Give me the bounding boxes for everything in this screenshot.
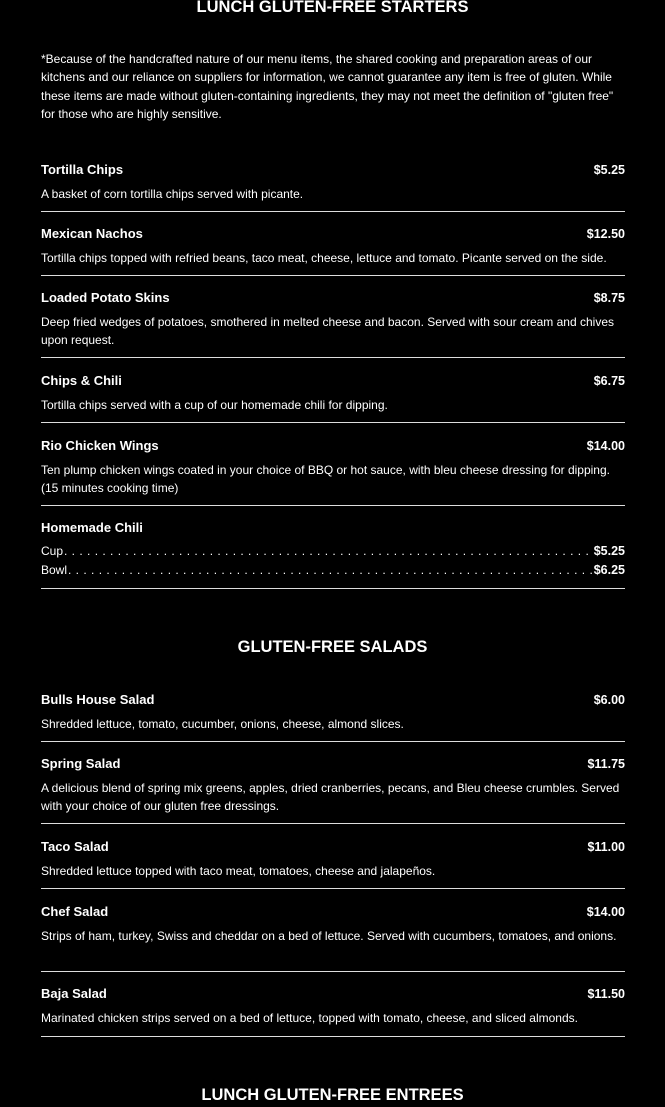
divider [41,588,625,589]
divider [41,422,625,423]
item-description: Tortilla chips topped with refried beans, taco meat, cheese, lettuce and tomato. Picante served on the side. [41,251,607,265]
menu-item-mexican-nachos [41,225,625,267]
item-price: $5.25 [593,163,625,177]
starters-section-title: LUNCH GLUTEN-FREE STARTERS [196,0,469,16]
item-price: $6.00 [593,693,625,707]
dot-leader [64,542,593,561]
item-price: $14.00 [586,905,625,919]
item-description: Ten plump chicken wings coated in your choice of BBQ or hot sauce, with bleu cheese dressing for dipping. (15 minutes cooking time) [41,463,610,496]
divider [41,211,625,212]
dot-leader [68,561,593,580]
menu-item-chef-salad [41,903,625,945]
chili-option-bowl [41,561,625,580]
menu-item-bulls-house-salad [41,691,625,733]
option-price: $5.25 [593,544,625,558]
item-price: $11.00 [587,840,625,854]
option-label: Cup [41,544,64,558]
item-name: Tortilla Chips [41,162,124,177]
menu-item-taco-salad [41,838,625,880]
menu-item-homemade-chili [41,519,625,580]
item-description: Strips of ham, turkey, Swiss and cheddar on a bed of lettuce. Served with cucumbers, tomatoes, and onions. [41,929,617,943]
item-name: Mexican Nachos [41,226,143,241]
option-label: Bowl [41,563,68,577]
item-description: Deep fried wedges of potatoes, smothered in melted cheese and bacon. Served with sour cream and chives upon request. [41,315,614,348]
item-name: Loaded Potato Skins [41,290,170,305]
divider [41,888,625,889]
item-name: Spring Salad [41,756,121,771]
divider [41,357,625,358]
item-price: $11.75 [587,757,625,771]
item-price: $14.00 [586,439,625,453]
item-name: Taco Salad [41,839,109,854]
item-name: Homemade Chili [41,520,143,535]
item-description: Marinated chicken strips served on a bed of lettuce, topped with tomato, cheese, and sliced almonds. [41,1011,578,1025]
item-name: Rio Chicken Wings [41,438,159,453]
item-name: Chef Salad [41,904,109,919]
menu-item-baja-salad [41,985,625,1027]
item-name: Bulls House Salad [41,692,155,707]
menu-item-rio-chicken-wings [41,437,625,498]
item-price: $12.50 [586,227,625,241]
divider [41,1036,625,1037]
menu-item-tortilla-chips [41,161,625,203]
item-price: $8.75 [593,291,625,305]
divider [41,275,625,276]
item-description: A delicious blend of spring mix greens, apples, dried cranberries, pecans, and Bleu cheese crumbles. Served with your choice of our gluten free dressings. [41,781,620,814]
divider [41,823,625,824]
item-price: $6.75 [593,374,625,388]
chili-option-cup [41,542,625,561]
menu-item-chips-chili [41,372,625,414]
item-description: Shredded lettuce topped with taco meat, tomatoes, cheese and jalapeños. [41,864,436,878]
menu-item-spring-salad [41,755,625,816]
item-name: Chips & Chili [41,373,122,388]
option-price: $6.25 [593,563,625,577]
salads-section-title: GLUTEN-FREE SALADS [237,638,428,656]
gluten-disclaimer: *Because of the handcrafted nature of our menu items, the shared cooking and preparation areas of our kitchens and our reliance on suppliers for information, we cannot guarantee any item is free of gluten. While these items are made without gluten-containing ingredients, they may not meet the definition of "gluten free" for those who are highly sensitive. [41,52,614,121]
item-price: $11.50 [587,987,625,1001]
item-description: Tortilla chips served with a cup of our homemade chili for dipping. [41,398,388,412]
divider [41,741,625,742]
menu-item-loaded-potato-skins [41,289,625,350]
item-name: Baja Salad [41,986,107,1001]
item-description: Shredded lettuce, tomato, cucumber, onions, cheese, almond slices. [41,717,404,731]
item-description: A basket of corn tortilla chips served with picante. [41,187,304,201]
divider [41,971,625,972]
divider [41,505,625,506]
entrees-section-title: LUNCH GLUTEN-FREE ENTREES [201,1086,464,1104]
